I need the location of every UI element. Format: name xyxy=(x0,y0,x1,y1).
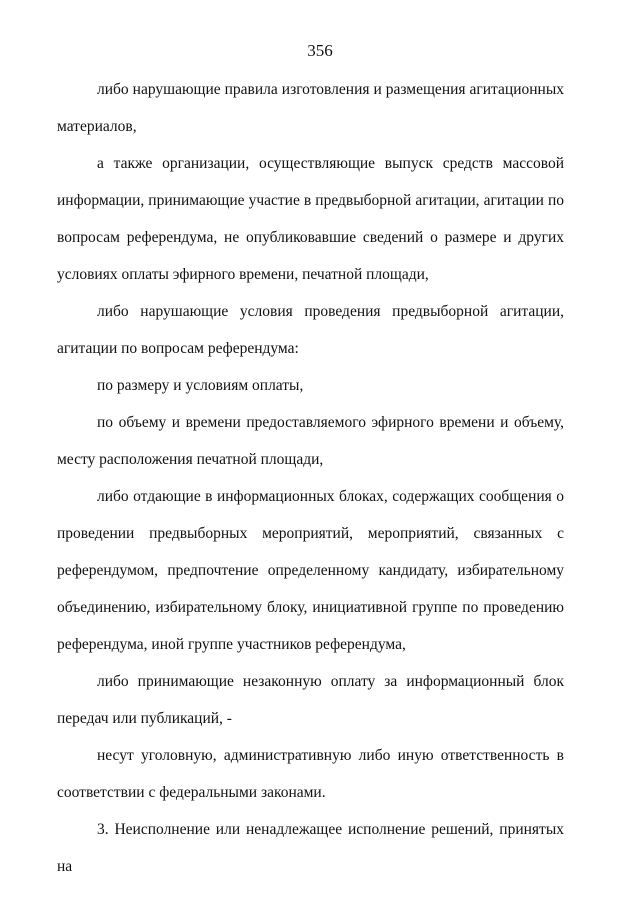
paragraph: либо нарушающие условия проведения предвыборной агитации, агитации по вопросам референдума: xyxy=(57,303,564,357)
paragraph: 3. Неисполнение или ненадлежащее исполнение решений, принятых на xyxy=(57,821,564,875)
paragraph: по размеру и условиям оплаты, xyxy=(97,377,304,394)
paragraph: по объему и времени предоставляемого эфирного времени и объему, месту расположения печатной площади, xyxy=(57,414,564,468)
paragraph: либо принимающие незаконную оплату за информационный блок передач или публикаций, - xyxy=(57,673,564,727)
paragraph: либо нарушающие правила изготовления и размещения агитационных материалов, xyxy=(57,81,564,135)
document-body xyxy=(57,71,564,885)
paragraph: а также организации, осуществляющие выпуск средств массовой информации, принимающие участие в предвыборной агитации, агитации по вопросам референдума, не опубликовавшие сведений о размере и других условиях оплаты эфирного времени, печатной площади, xyxy=(57,155,564,283)
paragraph: несут уголовную, административную либо иную ответственность в соответствии с федеральными законами. xyxy=(57,747,564,801)
paragraph: либо отдающие в информационных блоках, содержащих сообщения о проведении предвыборных мероприятий, мероприятий, связанных с референдумом, предпочтение определенному кандидату, избирательному объединению, избирательному блоку, инициативной группе по проведению референдума, иной группе участников референдума, xyxy=(57,488,564,653)
page-number: 356 xyxy=(307,41,333,60)
